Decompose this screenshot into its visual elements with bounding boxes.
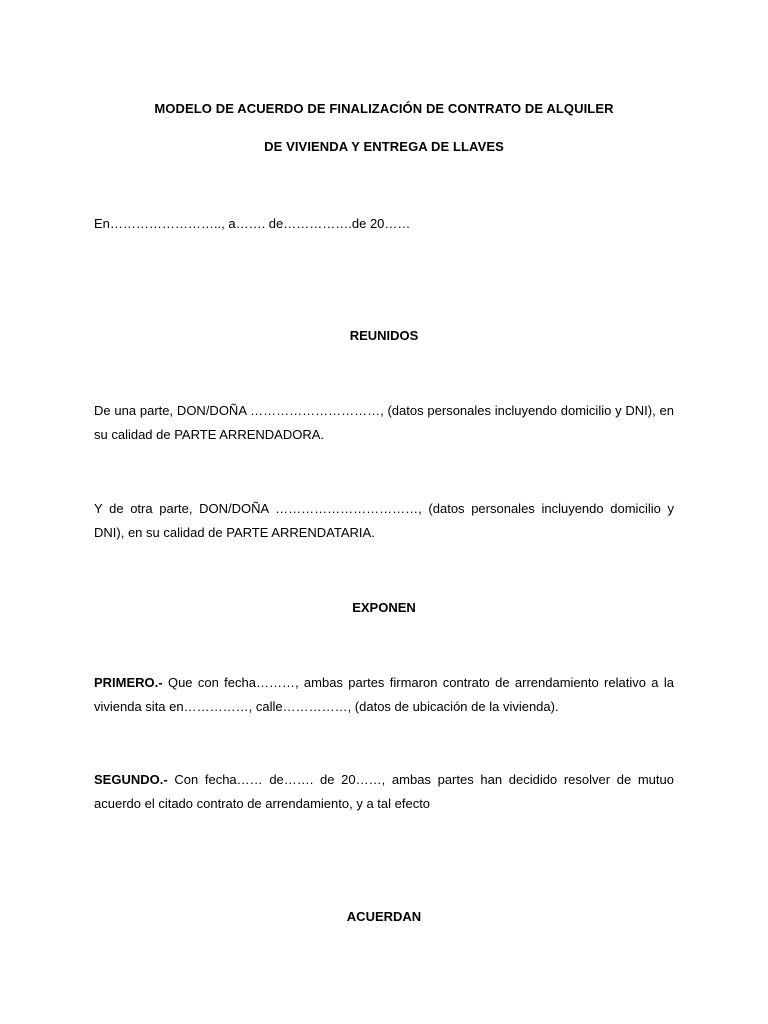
section-heading-reunidos: REUNIDOS [349, 328, 419, 343]
clause-segundo-label: SEGUNDO.- [94, 772, 168, 787]
clause-primero-paragraph [94, 671, 674, 719]
clause-primero-text: Que con fecha………, ambas partes firmaron contrato de arrendamiento relativo a la vivienda sita en……………, calle……………, (datos de ubicación de la vivienda). [94, 675, 674, 714]
document-title-line-2: DE VIVIENDA Y ENTREGA DE LLAVES [264, 139, 504, 154]
clause-segundo-text: Con fecha…… de……. de 20……, ambas partes han decidido resolver de mutuo acuerdo el citado contrato de arrendamiento, y a tal efecto [94, 772, 674, 811]
section-heading-exponen: EXPONEN [352, 600, 416, 615]
party-arrendadora-paragraph: De una parte, DON/DOÑA …………………………, (datos personales incluyendo domicilio y DNI), en su calidad de PARTE ARRENDADORA. [94, 403, 674, 442]
section-heading-acuerdan: ACUERDAN [346, 909, 422, 924]
clause-segundo-paragraph [94, 768, 674, 816]
place-date-line: En…………………….., a……. de…………….de 20…… [94, 216, 411, 231]
party-arrendataria-paragraph: Y de otra parte, DON/DOÑA ……………………………, (datos personales incluyendo domicilio y DNI), en su calidad de PARTE ARRENDATARIA. [94, 501, 674, 540]
clause-primero-label: PRIMERO.- [94, 675, 163, 690]
document-title-line-1: MODELO DE ACUERDO DE FINALIZACIÓN DE CONTRATO DE ALQUILER [154, 101, 614, 116]
